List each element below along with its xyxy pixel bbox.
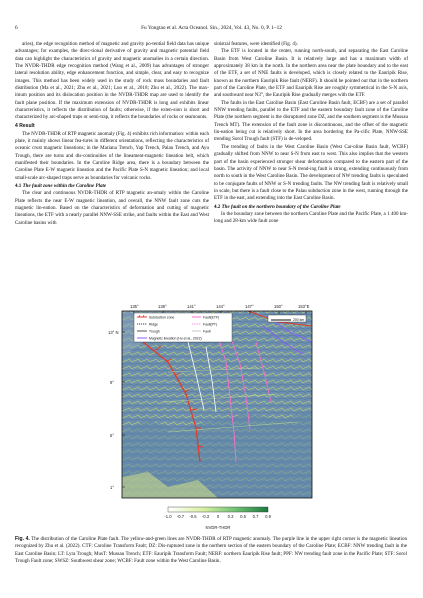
lon-tick-label: 135° (130, 304, 139, 309)
scale-bar-label: 200 km (293, 318, 305, 322)
lon-tick-label: 147° (245, 304, 254, 309)
fault-map (108, 302, 321, 531)
lon-tick-label: 138° (158, 304, 167, 309)
colorbar-tick-label: 0.9 (265, 514, 271, 519)
body-paragraph: The clear and continuous NVDR-THDR of RTP magnetic an-omaly within the Caroline Plate reflects the near E-W magnetic lineation, and overall, the NNW fault zone cuts the magnetic lin-eation. Based on the characteristics of deformation and cutting of magnetic lineations, the ETF with a nearly parallel NNW-SSE strike, and faults within the East and West Caroline basins with (15, 190, 209, 226)
section-heading: 4 Result (15, 123, 35, 130)
lat-tick-label: 5° (110, 433, 115, 438)
figure-caption (15, 536, 407, 565)
legend-label: Trough (149, 329, 160, 334)
lat-tick-label: 9° (110, 380, 115, 385)
lat-tick-label: 1° (110, 485, 115, 490)
colorbar-tick-label: 0.3 (227, 514, 234, 519)
scale-bar (268, 315, 306, 322)
legend-label: Fault(PT) (203, 322, 218, 327)
lon-tick-label: 144° (216, 304, 225, 309)
body-paragraph: The faults in the East Caroline Basin (East Caroline Basin fault, ECBF) are a set of parallel NNW trending faults, parallel to the ETF and the eastern boundary fault zone of the Caroline Plate (the northern segment is the disruptured zone DZ, and the southern segment is the Mussau Trench MT). The extension of the fault zone is discontinuous, and the offset of the magnetic lin-eation being cut is relatively short. In the area bordering the Pa-cific Plate, NNW-SSE trending Sorol Trough fault (STF) is de-veloped. (214, 99, 408, 143)
colorbar-tick-label: -1.0 (164, 514, 172, 519)
legend-label: Magnetic lineation (Hu et al., 2022) (149, 336, 202, 341)
page-number: 6 (15, 25, 18, 31)
subsection-title: The fault on the northern boundary of the Caroline Plate (221, 203, 341, 210)
right-text-column (214, 41, 408, 226)
body-paragraph: The trending of faults in the West Caroline Basin (West Car-oline Basin fault, WCBF) gradually shifted from NNW to near S-N from east to west. This also implies that the western part of the basin experienced stronger shear deformation compared to the eastern part of the basin. The activity of NNW to near S-N trend-ing fault is strong, extending continuously from north to south in the West Caroline Basin. The development of NW trending faults is speculated to be conjugate faults of NNW or S-N trending faults. The NW trending fault is relatively small in scale, but there is a fault close to the Palau subduction zone in the west, running through the ETF in the east, and extending into the East Caroline Basin. (214, 143, 408, 202)
colorbar-tick-label: -0.3 (201, 514, 210, 519)
body-paragraph: sinistral features, were identified (Fig. 4). (214, 41, 298, 47)
lon-tick-label: 141° (187, 304, 196, 309)
lon-tick-label: 150° (274, 304, 283, 309)
colorbar-ramp (168, 507, 268, 512)
colorbar-title: NVDR-THDR (205, 525, 231, 530)
figure-caption-text: The distribution of the Caroline Plate fault. The yellow-and-green lines are NVDR-THDR of RTP magnetic anomaly. The purple line in the upper right corner is the magnetic lineation recognized by Zhu et al. (2022). CTF: Caroline Transform Fault; DZ: Dis-ruptured zone in the northern section of the eastern boundary of the Caroline Plate; ECBF: NNW trending fault in the East Caroline Basin; LT: Lyra Trough; MusT: Mussau Trench; ETF: Eauripik Transform Fault; NERF: northern Eauripik Rise fault; PPF: NW trending fault zone in the Pacific Plate; STF: Sorol Trough Fault zone; SWSZ: Southwest shear zone; WCBF: Fault zone within the West Caroline Basin. (15, 536, 407, 565)
page-header (0, 25, 423, 35)
left-text-column (15, 41, 209, 227)
subsection-number: 4.2 (214, 203, 221, 210)
legend-label: Ridge (149, 322, 158, 327)
legend-label: Fault(ETF) (203, 315, 220, 320)
body-paragraph: The ETF is located in the center, running north-south, and separating the East Caroline Basin from West Caroline Basin. It is relatively large and has a maximum width of approximately 38 km in the north. In the northern area near the plate boundary and to the east of the ETF, a set of NNE faults is developed, which is closely related to the Eauripik Rise, known as the northern Eauripik Rise fault (NERF). It should be pointed out that in the northern part of the Caroline Plate, the ETF and Eauripik Rise are roughly symmetrical in the S-N axis, and southward near N3°, the Eauripik Rise gradually merges with the ETF. (214, 48, 408, 99)
journal-citation: Fu Yongtao et al. Acta Oceanol. Sin., 2024, Vol. 43, No. 0, P. 1–12 (141, 25, 282, 31)
colorbar-tick-label: 0 (216, 514, 220, 519)
figure-4-map (108, 302, 321, 531)
colorbar-tick-labels (164, 514, 271, 519)
legend-label: Fault (203, 329, 211, 334)
legend-label: Subduction zone (149, 315, 175, 320)
lon-tick-label: 153°E (298, 304, 310, 309)
colorbar-tick-label: 0.7 (252, 514, 259, 519)
colorbar-tick-label: -0.7 (176, 514, 185, 519)
body-paragraph: The NVDR-THDR of RTP magnetic anomaly (Fig. 4) exhibits rich information: within each plate, it mainly shows linear fea-tures in different orientations, reflecting the characteristics of oceanic crust magnetic lineations; in the Mariana Trench, Yap Trench, Palau Trench, and Ayu Trough, there are turns and dis-continuities of the lineament-magnetic lineation belt, which manifested their boundaries. In the Caroline Ridge area, there is a boundary between the Caroline Plate E-W magnetic lineation and the Pacific Plate S-N magnetic lineation; and local small-scale arc-shaped traps serve as boundaries for volcanic rocks. (15, 130, 209, 181)
subsection-heading (214, 204, 408, 211)
figure-caption-label: Fig. 4. (15, 536, 30, 542)
subsection-number: 4.1 (15, 183, 22, 190)
subsection-title: The fault zone within the Caroline Plate (22, 183, 107, 190)
body-paragraph: In the boundary zone between the northern Caroline Plate and the Pacific Plate, a 1 400 km-long and 28-km wide fault zone (214, 210, 408, 225)
map-legend (134, 313, 232, 342)
colorbar (164, 507, 271, 530)
lat-tick-label: 13° N (108, 330, 119, 335)
body-paragraph: aries), the edge recognition method of magnetic and gravity po-tential field data has unique advantages; for examples, the direc-tional derivative of gravity and magnetic potential field data can highlight the characteristics of gravity and magnetic anomalies in a certain direction. The NVDR-THDR edge recognition method (Wang et al., 2009) has advantages of stronger lateral resolution ability, edge enhancement function, and simple, clear, and easy to recognize images. This method has been widely used in the study of rock mass boundaries and fault distribution (Ma et al., 2021; Zhu et al., 2021; Luo et al., 2018; Zhu et al., 2022). The max-imum position and its dislocation position in the NVDR-THDR map are used to identify the fault plane position. If the maximum extension of NVDR-THDR is long and exhibits linear characteristics, it reflects the distribution of faults; otherwise, if the exten-sion is short and characterized by arc-shaped traps or semi-trap, it reflects the boundaries of rocks or seamounts. (15, 41, 209, 121)
colorbar-tick-label: 0.5 (240, 514, 246, 519)
colorbar-tick-label: -0.5 (189, 514, 197, 519)
